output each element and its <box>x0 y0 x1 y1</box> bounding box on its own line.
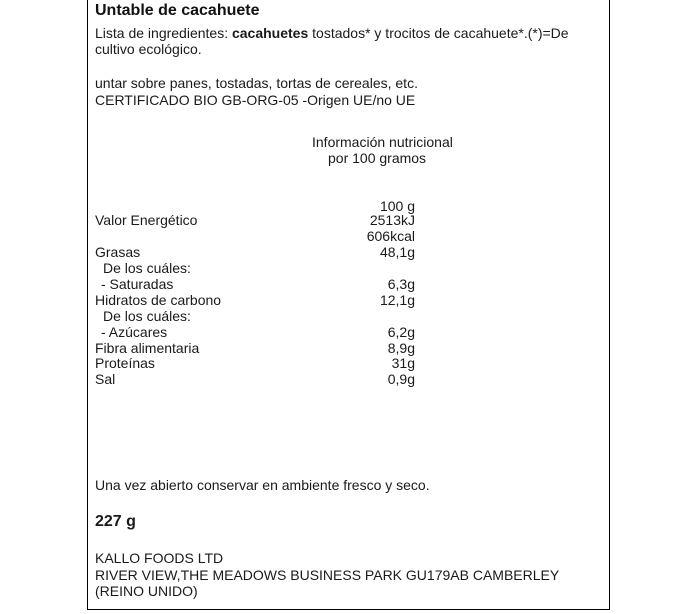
ingredients-prefix: Lista de ingredientes: <box>95 25 232 41</box>
nutrition-label: Hidratos de carbono <box>95 292 222 308</box>
nutrition-label: Grasas <box>95 244 141 260</box>
nutrition-row <box>95 308 415 324</box>
ingredients-bold: cacahuetes <box>231 25 309 41</box>
nutrition-label: De los cuáles: <box>103 308 191 324</box>
nutrition-row <box>95 228 415 244</box>
ingredients-line <box>95 25 569 41</box>
nutrition-label: Proteínas <box>95 355 155 371</box>
nutrition-label: De los cuáles: <box>103 260 191 276</box>
nutrition-value: 12,1g <box>379 292 415 308</box>
nutrition-value: 8,9g <box>387 340 415 356</box>
nutrition-label: Valor Energético <box>95 212 198 228</box>
nutrition-row <box>95 324 415 340</box>
nutrition-label: - Saturadas <box>101 276 174 292</box>
nutrition-row <box>95 340 415 356</box>
company-address-line-2: (REINO UNIDO) <box>95 583 198 599</box>
storage-instructions: Una vez abierto conservar en ambiente fresco y seco. <box>95 477 430 493</box>
ingredients-suffix: tostados* y trocitos de cacahuete*.(*)=De <box>308 25 569 41</box>
nutrition-value: 6,3g <box>387 276 415 292</box>
nutrition-value: 0,9g <box>387 371 415 387</box>
certification-text: CERTIFICADO BIO GB-ORG-05 -Origen UE/no UE <box>95 92 416 108</box>
net-weight: 227 g <box>95 513 136 530</box>
usage-text: untar sobre panes, tostadas, tortas de cereales, etc. <box>95 75 418 91</box>
nutrition-label: Fibra alimentaria <box>95 340 200 356</box>
nutrition-row <box>95 371 415 387</box>
product-title: Untable de cacahuete <box>95 2 260 19</box>
nutrition-row <box>95 355 415 371</box>
nutrition-heading: Información nutricional <box>312 134 453 150</box>
nutrition-label: - Azúcares <box>101 324 168 340</box>
nutrition-label: Sal <box>95 371 116 387</box>
nutrition-subheading: por 100 gramos <box>328 150 427 166</box>
nutrition-value: 31g <box>391 355 415 371</box>
nutrition-row <box>95 244 415 260</box>
nutrition-value: 606kcal <box>366 228 415 244</box>
nutrition-value: 2513kJ <box>369 212 415 228</box>
nutrition-value: 6,2g <box>387 324 415 340</box>
nutrition-row <box>95 212 415 228</box>
nutrition-value: 48,1g <box>379 244 415 260</box>
nutrition-value: 100 g <box>379 198 415 214</box>
nutrition-row <box>95 260 415 276</box>
ingredients-line-2: cultivo ecológico. <box>95 41 202 57</box>
nutrition-row <box>95 276 415 292</box>
nutrition-row <box>95 292 415 308</box>
company-address-line-1: RIVER VIEW,THE MEADOWS BUSINESS PARK GU179AB CAMBERLEY <box>95 567 560 583</box>
company-name: KALLO FOODS LTD <box>95 550 224 566</box>
